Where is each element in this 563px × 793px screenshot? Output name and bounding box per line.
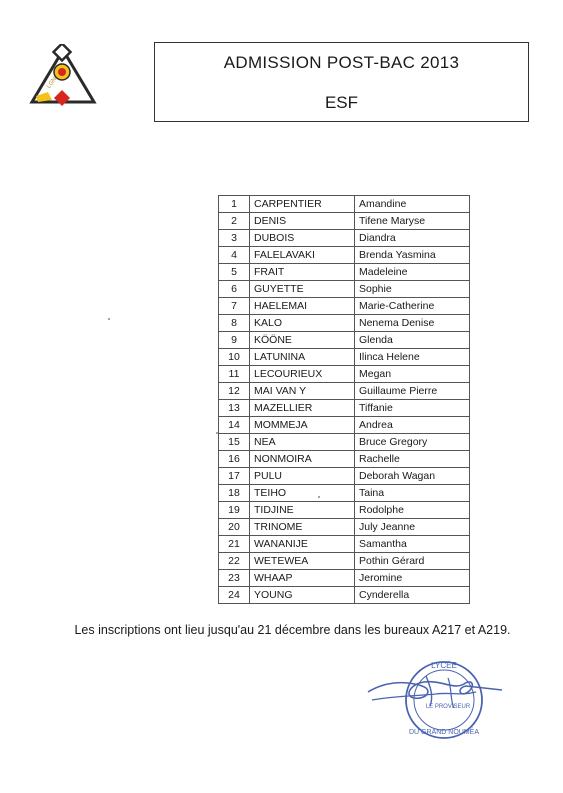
table-row (219, 264, 470, 281)
first-name: Rodolphe (355, 502, 470, 519)
first-name: Ilinca Helene (355, 349, 470, 366)
school-crest-icon (28, 44, 98, 114)
last-name: HAELEMAI (250, 298, 355, 315)
last-name: DENIS (250, 213, 355, 230)
last-name: TEIHO (250, 485, 355, 502)
row-number: 8 (219, 315, 250, 332)
page-title: ADMISSION POST-BAC 2013 (223, 53, 460, 72)
table-row (219, 230, 470, 247)
official-stamp (364, 656, 510, 748)
row-number: 13 (219, 400, 250, 417)
row-number: 6 (219, 281, 250, 298)
row-number: 21 (219, 536, 250, 553)
first-name: Brenda Yasmina (355, 247, 470, 264)
first-name: Rachelle (355, 451, 470, 468)
first-name: Amandine (355, 196, 470, 213)
first-name: July Jeanne (355, 519, 470, 536)
last-name: LATUNINA (250, 349, 355, 366)
last-name: MAZELLIER (250, 400, 355, 417)
stamp-middle-text: LE PROVISEUR (425, 704, 471, 710)
table-row (219, 349, 470, 366)
row-number: 18 (219, 485, 250, 502)
official-stamp-icon (364, 656, 510, 748)
row-number: 2 (219, 213, 250, 230)
page-subtitle: ESF (324, 93, 359, 112)
students-table (218, 195, 470, 604)
first-name: Madeleine (355, 264, 470, 281)
row-number: 14 (219, 417, 250, 434)
last-name: LECOURIEUX (250, 366, 355, 383)
last-name: YOUNG (250, 587, 355, 604)
last-name: WHAAP (250, 570, 355, 587)
last-name: WETEWEA (250, 553, 355, 570)
first-name: Megan (355, 366, 470, 383)
scan-speck (318, 496, 320, 498)
table-row (219, 366, 470, 383)
first-name: Sophie (355, 281, 470, 298)
row-number: 19 (219, 502, 250, 519)
first-name: Tifene Maryse (355, 213, 470, 230)
table-row (219, 468, 470, 485)
table-row (219, 400, 470, 417)
row-number: 11 (219, 366, 250, 383)
table-row (219, 383, 470, 400)
last-name: TIDJINE (250, 502, 355, 519)
row-number: 20 (219, 519, 250, 536)
table-row (219, 570, 470, 587)
last-name: DUBOIS (250, 230, 355, 247)
first-name: Guillaume Pierre (355, 383, 470, 400)
table-row (219, 485, 470, 502)
first-name: Tiffanie (355, 400, 470, 417)
first-name: Taina (355, 485, 470, 502)
table-row (219, 213, 470, 230)
registration-note: Les inscriptions ont lieu jusqu'au 21 décembre dans les bureaux A217 et A219. (74, 623, 511, 637)
first-name: Andrea (355, 417, 470, 434)
last-name: NONMOIRA (250, 451, 355, 468)
scan-speck (108, 318, 110, 320)
row-number: 17 (219, 468, 250, 485)
first-name: Nenema Denise (355, 315, 470, 332)
row-number: 10 (219, 349, 250, 366)
last-name: KÖÖNE (250, 332, 355, 349)
table-row (219, 332, 470, 349)
last-name: WANANIJE (250, 536, 355, 553)
table-row (219, 196, 470, 213)
last-name: FRAIT (250, 264, 355, 281)
last-name: MOMMEJA (250, 417, 355, 434)
first-name: Jeromine (355, 570, 470, 587)
first-name: Samantha (355, 536, 470, 553)
last-name: PULU (250, 468, 355, 485)
row-number: 7 (219, 298, 250, 315)
row-number: 24 (219, 587, 250, 604)
scan-speck (216, 432, 218, 434)
row-number: 3 (219, 230, 250, 247)
table-row (219, 281, 470, 298)
title-box (154, 42, 529, 122)
first-name: Cynderella (355, 587, 470, 604)
table-row (219, 247, 470, 264)
stamp-bottom-text: DU GRAND NOUMÉA (408, 729, 480, 736)
first-name: Deborah Wagan (355, 468, 470, 485)
table-row (219, 587, 470, 604)
table-row (219, 502, 470, 519)
table-row (219, 553, 470, 570)
row-number: 22 (219, 553, 250, 570)
last-name: MAI VAN Y (250, 383, 355, 400)
first-name: Diandra (355, 230, 470, 247)
table-row (219, 519, 470, 536)
last-name: KALO (250, 315, 355, 332)
logo-text: LGN (46, 76, 59, 90)
last-name: CARPENTIER (250, 196, 355, 213)
last-name: FALELAVAKI (250, 247, 355, 264)
first-name: Marie-Catherine (355, 298, 470, 315)
table-row (219, 434, 470, 451)
row-number: 9 (219, 332, 250, 349)
row-number: 23 (219, 570, 250, 587)
row-number: 15 (219, 434, 250, 451)
last-name: TRINOME (250, 519, 355, 536)
first-name: Pothin Gérard (355, 553, 470, 570)
table-row (219, 315, 470, 332)
students-table-body (219, 196, 470, 604)
table-row (219, 451, 470, 468)
stamp-top-text: LYCÉE (431, 661, 457, 670)
first-name: Glenda (355, 332, 470, 349)
table-row (219, 417, 470, 434)
school-logo (28, 44, 98, 114)
row-number: 16 (219, 451, 250, 468)
row-number: 12 (219, 383, 250, 400)
row-number: 1 (219, 196, 250, 213)
table-row (219, 536, 470, 553)
last-name: NEA (250, 434, 355, 451)
table-row (219, 298, 470, 315)
row-number: 4 (219, 247, 250, 264)
first-name: Bruce Gregory (355, 434, 470, 451)
row-number: 5 (219, 264, 250, 281)
last-name: GUYETTE (250, 281, 355, 298)
